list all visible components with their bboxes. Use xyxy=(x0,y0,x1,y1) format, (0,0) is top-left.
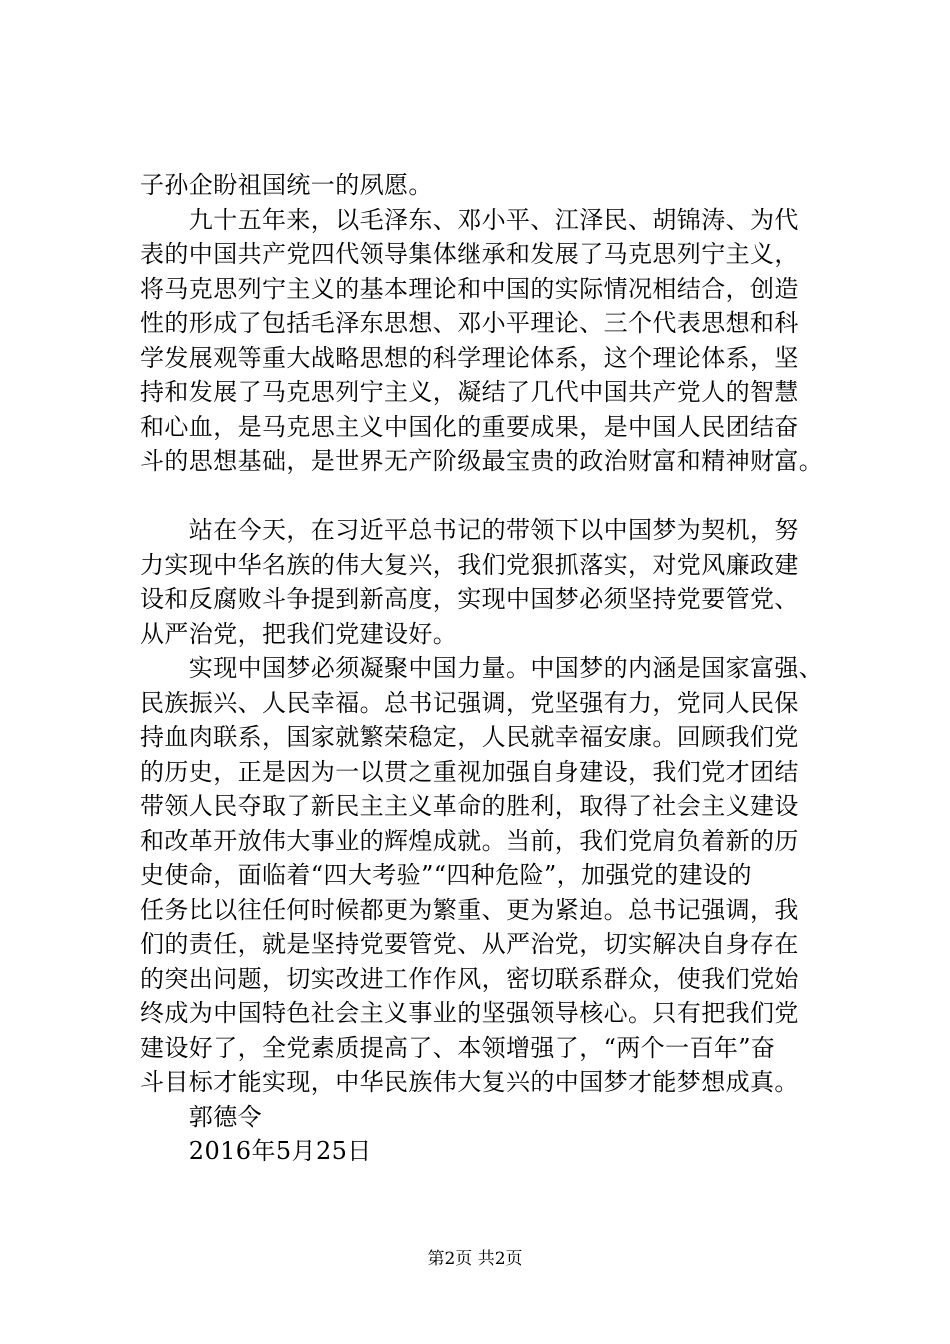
text-line: 的历史，正是因为一以贯之重视加强自身建设，我们党才团结 xyxy=(140,757,799,786)
body-text xyxy=(140,168,860,1169)
text-line: 终成为中国特色社会主义事业的坚强领导核心。只有把我们党 xyxy=(140,999,799,1027)
text-line: 持血肉联系，国家就繁荣稳定，人民就幸福安康。回顾我们党 xyxy=(140,723,799,751)
text-line: 史使命，面临着“四大考验”“四种危险”，加强党的建设的 xyxy=(140,861,752,889)
text-line: 力实现中华名族的伟大复兴，我们党狠抓落实，对党风廉政建 xyxy=(140,550,799,579)
text-line: 学发展观等重大战略思想的科学理论体系，这个理论体系，坚 xyxy=(140,343,799,372)
text-line: 表的中国共产党四代领导集体继承和发展了马克思列宁主义， xyxy=(140,240,799,268)
text-line: 们的责任，就是坚持党要管党、从严治党，切实解决自身存在 xyxy=(140,930,799,958)
text-line: 民族振兴、人民幸福。总书记强调，党坚强有力，党同人民保 xyxy=(140,688,799,717)
signature-date: 2016年5月25日 xyxy=(140,1137,372,1165)
blank-line xyxy=(140,479,860,514)
text-line: 子孙企盼祖国统一的夙愿。 xyxy=(140,171,433,199)
signature-name: 郭德令 xyxy=(140,1102,262,1131)
text-line: 持和发展了马克思列宁主义，凝结了几代中国共产党人的智慧 xyxy=(140,378,799,406)
text-line: 九十五年来，以毛泽东、邓小平、江泽民、胡锦涛、为代 xyxy=(140,205,799,234)
text-line: 站在今天，在习近平总书记的带领下以中国梦为契机，努 xyxy=(140,516,799,544)
text-line: 性的形成了包括毛泽东思想、邓小平理论、三个代表思想和科 xyxy=(140,309,799,337)
text-line: 设和反腐败斗争提到新高度，实现中国梦必须坚持党要管党、 xyxy=(140,585,799,613)
text-line: 建设好了，全党素质提高了、本领增强了，“两个一百年”奋 xyxy=(140,1033,776,1062)
text-line: 斗的思想基础，是世界无产阶级最宝贵的政治财富和精神财富。 xyxy=(140,447,824,475)
text-line: 和心血，是马克思主义中国化的重要成果，是中国人民团结奋 xyxy=(140,412,799,441)
text-line: 任务比以往任何时候都更为繁重、更为紧迫。总书记强调，我 xyxy=(140,895,799,924)
text-line: 实现中国梦必须凝聚中国力量。中国梦的内涵是国家富强、 xyxy=(140,654,824,682)
text-line: 带领人民夺取了新民主主义革命的胜利，取得了社会主义建设 xyxy=(140,792,799,820)
page-footer: 第2页 共2页 xyxy=(427,1249,523,1269)
text-line: 从严治党，把我们党建设好。 xyxy=(140,619,458,648)
text-line: 斗目标才能实现，中华民族伟大复兴的中国梦才能梦想成真。 xyxy=(140,1068,799,1096)
text-line: 将马克思列宁主义的基本理论和中国的实际情况相结合，创造 xyxy=(140,274,799,303)
text-line: 的突出问题，切实改进工作作风，密切联系群众，使我们党始 xyxy=(140,964,799,993)
text-line: 和改革开放伟大事业的辉煌成就。当前，我们党肩负着新的历 xyxy=(140,826,799,855)
